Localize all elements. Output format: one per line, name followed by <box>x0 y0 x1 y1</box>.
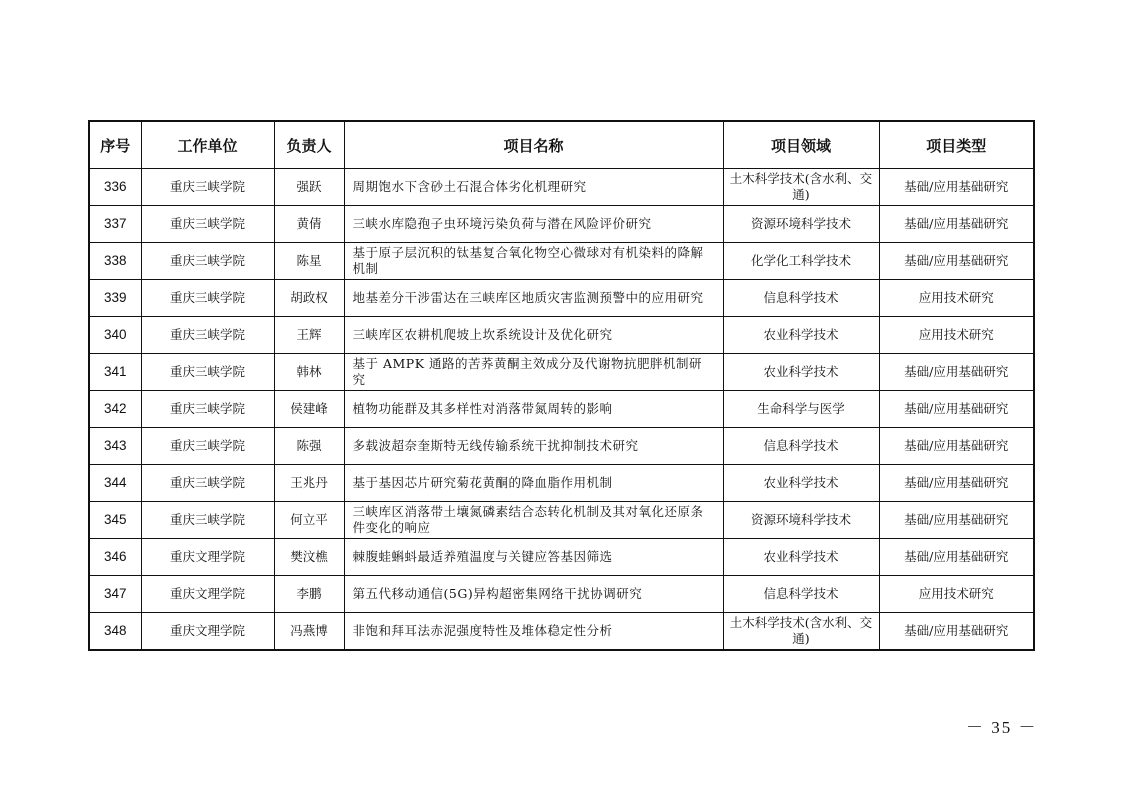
work-unit-cell: 重庆文理学院 <box>141 613 274 651</box>
project-name-cell: 地基差分干涉雷达在三峡库区地质灾害监测预警中的应用研究 <box>344 280 723 317</box>
serial-number-cell: 340 <box>89 317 141 354</box>
project-type-cell: 基础/应用基础研究 <box>879 465 1034 502</box>
table-row <box>89 502 1034 539</box>
project-field-cell: 信息科学技术 <box>723 428 879 465</box>
project-name-cell: 基于 AMPK 通路的苦荞黄酮主效成分及代谢物抗肥胖机制研究 <box>344 354 723 391</box>
serial-number-cell: 347 <box>89 576 141 613</box>
project-name-cell: 三峡水库隐孢子虫环境污染负荷与潜在风险评价研究 <box>344 206 723 243</box>
header-person-in-charge: 负责人 <box>274 121 344 169</box>
project-field-cell: 农业科学技术 <box>723 354 879 391</box>
project-field-cell: 农业科学技术 <box>723 317 879 354</box>
person-in-charge-cell: 陈星 <box>274 243 344 280</box>
table-row <box>89 206 1034 243</box>
project-field-cell: 资源环境科学技术 <box>723 206 879 243</box>
person-in-charge-cell: 韩林 <box>274 354 344 391</box>
project-name-cell: 非饱和拜耳法赤泥强度特性及堆体稳定性分析 <box>344 613 723 651</box>
header-serial-number: 序号 <box>89 121 141 169</box>
person-in-charge-cell: 王辉 <box>274 317 344 354</box>
project-type-cell: 基础/应用基础研究 <box>879 354 1034 391</box>
project-name-cell: 三峡库区消落带土壤氮磷素结合态转化机制及其对氧化还原条件变化的响应 <box>344 502 723 539</box>
project-type-cell: 基础/应用基础研究 <box>879 613 1034 651</box>
person-in-charge-cell: 何立平 <box>274 502 344 539</box>
work-unit-cell: 重庆三峡学院 <box>141 502 274 539</box>
work-unit-cell: 重庆三峡学院 <box>141 243 274 280</box>
project-field-cell: 信息科学技术 <box>723 280 879 317</box>
person-in-charge-cell: 樊汶樵 <box>274 539 344 576</box>
person-in-charge-cell: 侯建峰 <box>274 391 344 428</box>
serial-number-cell: 338 <box>89 243 141 280</box>
header-project-type: 项目类型 <box>879 121 1034 169</box>
project-type-cell: 应用技术研究 <box>879 280 1034 317</box>
project-type-cell: 应用技术研究 <box>879 317 1034 354</box>
person-in-charge-cell: 强跃 <box>274 169 344 206</box>
project-field-cell: 农业科学技术 <box>723 539 879 576</box>
project-field-cell: 土木科学技术(含水利、交通) <box>723 613 879 651</box>
page-number: － 35 － <box>966 718 1038 737</box>
project-name-cell: 第五代移动通信(5G)异构超密集网络干扰协调研究 <box>344 576 723 613</box>
person-in-charge-cell: 冯燕博 <box>274 613 344 651</box>
table-row <box>89 243 1034 280</box>
serial-number-cell: 342 <box>89 391 141 428</box>
project-name-cell: 基于基因芯片研究菊花黄酮的降血脂作用机制 <box>344 465 723 502</box>
work-unit-cell: 重庆三峡学院 <box>141 169 274 206</box>
table-row <box>89 465 1034 502</box>
project-type-cell: 应用技术研究 <box>879 576 1034 613</box>
serial-number-cell: 346 <box>89 539 141 576</box>
header-project-field: 项目领域 <box>723 121 879 169</box>
work-unit-cell: 重庆三峡学院 <box>141 317 274 354</box>
work-unit-cell: 重庆三峡学院 <box>141 354 274 391</box>
work-unit-cell: 重庆三峡学院 <box>141 391 274 428</box>
person-in-charge-cell: 李鹏 <box>274 576 344 613</box>
serial-number-cell: 344 <box>89 465 141 502</box>
project-type-cell: 基础/应用基础研究 <box>879 428 1034 465</box>
header-work-unit: 工作单位 <box>141 121 274 169</box>
table-row <box>89 613 1034 651</box>
header-project-name: 项目名称 <box>344 121 723 169</box>
person-in-charge-cell: 黄倩 <box>274 206 344 243</box>
project-type-cell: 基础/应用基础研究 <box>879 539 1034 576</box>
project-type-cell: 基础/应用基础研究 <box>879 391 1034 428</box>
serial-number-cell: 339 <box>89 280 141 317</box>
work-unit-cell: 重庆文理学院 <box>141 539 274 576</box>
project-name-cell: 多载波超奈奎斯特无线传输系统干扰抑制技术研究 <box>344 428 723 465</box>
project-name-cell: 三峡库区农耕机爬坡上坎系统设计及优化研究 <box>344 317 723 354</box>
person-in-charge-cell: 陈强 <box>274 428 344 465</box>
person-in-charge-cell: 胡政权 <box>274 280 344 317</box>
serial-number-cell: 348 <box>89 613 141 651</box>
project-type-cell: 基础/应用基础研究 <box>879 243 1034 280</box>
project-field-cell: 生命科学与医学 <box>723 391 879 428</box>
table-row <box>89 576 1034 613</box>
project-name-cell: 基于原子层沉积的钛基复合氧化物空心微球对有机染料的降解机制 <box>344 243 723 280</box>
project-field-cell: 农业科学技术 <box>723 465 879 502</box>
serial-number-cell: 337 <box>89 206 141 243</box>
project-table <box>88 120 1035 651</box>
project-field-cell: 土木科学技术(含水利、交通) <box>723 169 879 206</box>
project-type-cell: 基础/应用基础研究 <box>879 206 1034 243</box>
table-row <box>89 428 1034 465</box>
project-field-cell: 化学化工科学技术 <box>723 243 879 280</box>
work-unit-cell: 重庆三峡学院 <box>141 206 274 243</box>
project-type-cell: 基础/应用基础研究 <box>879 169 1034 206</box>
work-unit-cell: 重庆三峡学院 <box>141 280 274 317</box>
serial-number-cell: 341 <box>89 354 141 391</box>
person-in-charge-cell: 王兆丹 <box>274 465 344 502</box>
project-name-cell: 周期饱水下含砂土石混合体劣化机理研究 <box>344 169 723 206</box>
table-row <box>89 539 1034 576</box>
project-name-cell: 植物功能群及其多样性对消落带氮周转的影响 <box>344 391 723 428</box>
table-row <box>89 317 1034 354</box>
work-unit-cell: 重庆三峡学院 <box>141 465 274 502</box>
serial-number-cell: 343 <box>89 428 141 465</box>
table-header-row <box>89 121 1034 169</box>
work-unit-cell: 重庆文理学院 <box>141 576 274 613</box>
table-row <box>89 354 1034 391</box>
table-row <box>89 391 1034 428</box>
table-row <box>89 280 1034 317</box>
project-field-cell: 资源环境科学技术 <box>723 502 879 539</box>
project-type-cell: 基础/应用基础研究 <box>879 502 1034 539</box>
table-row <box>89 169 1034 206</box>
project-name-cell: 棘腹蛙蝌蚪最适养殖温度与关键应答基因筛选 <box>344 539 723 576</box>
serial-number-cell: 345 <box>89 502 141 539</box>
project-field-cell: 信息科学技术 <box>723 576 879 613</box>
work-unit-cell: 重庆三峡学院 <box>141 428 274 465</box>
serial-number-cell: 336 <box>89 169 141 206</box>
